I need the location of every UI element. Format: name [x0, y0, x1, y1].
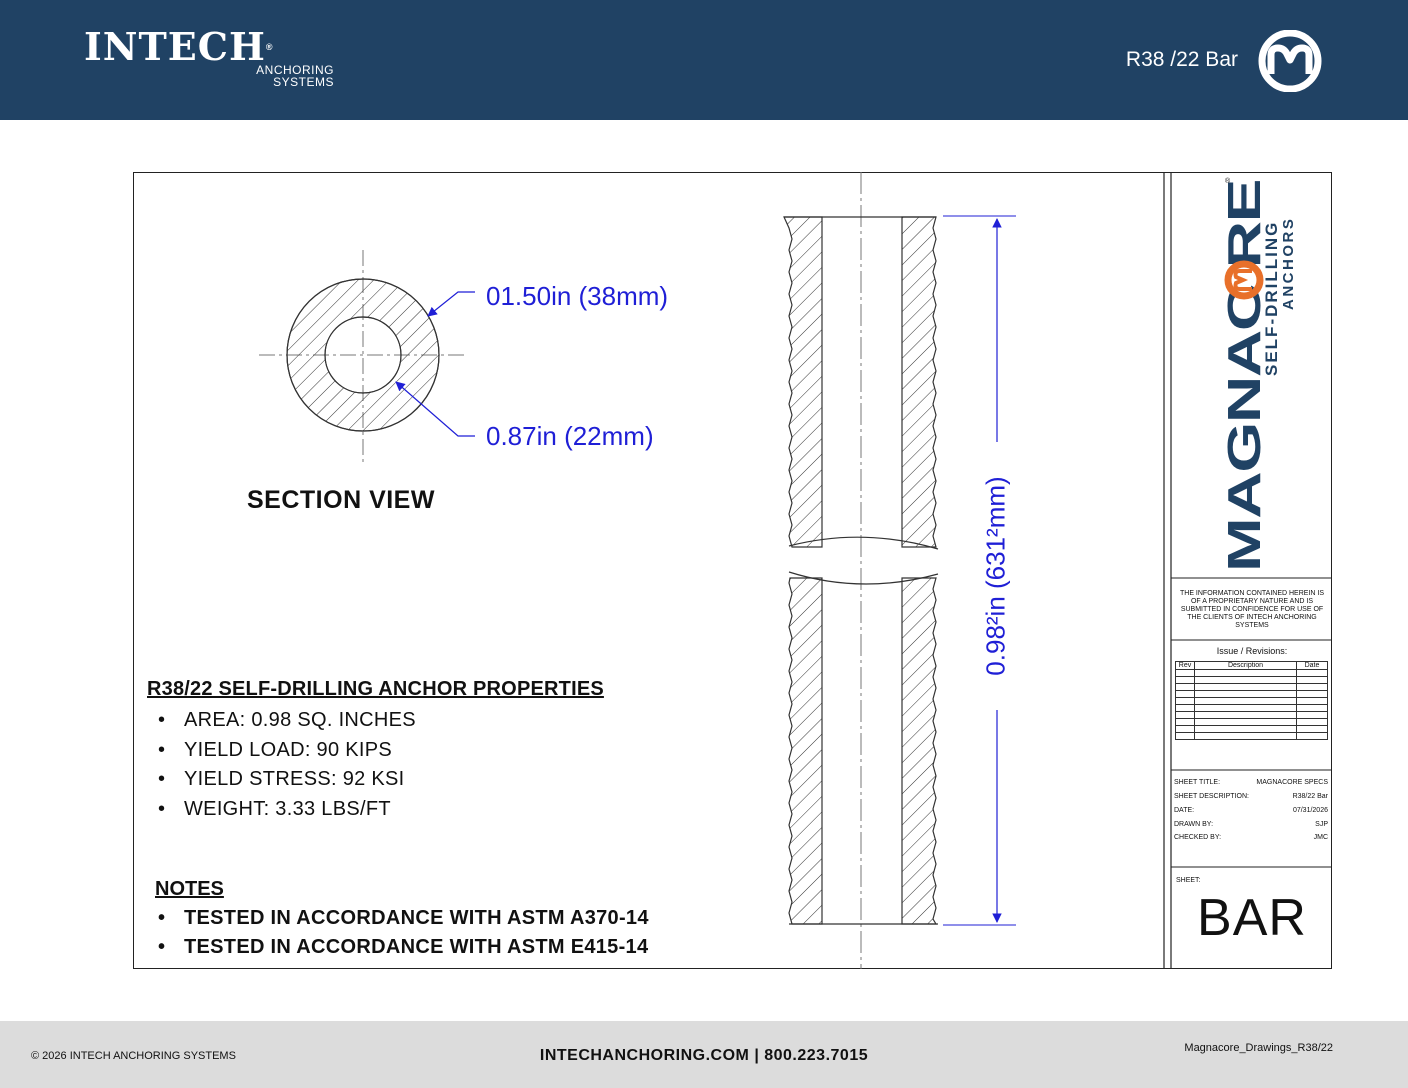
brand-sub-line2: SYSTEMS	[273, 75, 334, 89]
drawn-by-row	[1174, 818, 1328, 831]
drawn-by-value: SJP	[1315, 821, 1328, 828]
footer-filename: Magnacore_Drawings_R38/22	[1184, 1042, 1333, 1054]
registered-mark: ®	[265, 42, 274, 52]
checked-by-row	[1174, 831, 1328, 844]
table-row	[1176, 684, 1328, 691]
brand-name: INTECH	[84, 24, 266, 69]
section-view-drawing	[259, 250, 467, 462]
footer-website-phone: INTECHANCHORING.COM | 800.223.7015	[539, 1047, 869, 1064]
revisions-title: Issue / Revisions:	[1216, 646, 1288, 656]
outer-diameter-label: 01.50in (38mm)	[486, 281, 669, 311]
date-value: 07/31/2026	[1292, 807, 1328, 814]
table-row	[1176, 677, 1328, 684]
notes-list	[158, 904, 649, 962]
table-row	[1176, 733, 1328, 740]
revisions-header-rev: Rev	[1176, 662, 1195, 670]
properties-title: R38/22 SELF-DRILLING ANCHOR PROPERTIES	[147, 678, 604, 700]
sheet-value: BAR	[1197, 889, 1307, 947]
magnacore-brand-logo	[1218, 180, 1297, 572]
sheet-label: SHEET:	[1176, 877, 1201, 884]
list-item: • TESTED IN ACCORDANCE WITH ASTM E415-14	[158, 933, 649, 962]
table-row	[1176, 705, 1328, 712]
inner-diameter-label: 0.87in (22mm)	[486, 421, 654, 451]
table-row	[1176, 712, 1328, 719]
list-item: • YIELD STRESS: 92 KSI	[158, 765, 416, 795]
sheet-title-label: SHEET TITLE:	[1174, 779, 1221, 786]
date-row	[1174, 804, 1328, 817]
list-item: • TESTED IN ACCORDANCE WITH ASTM A370-14	[158, 904, 649, 933]
outer-diameter-leader	[428, 292, 475, 316]
table-row	[1176, 691, 1328, 698]
document-title: R38 /22 Bar	[1125, 48, 1238, 71]
sheet-description-label: SHEET DESCRIPTION:	[1174, 793, 1249, 800]
date-label: DATE:	[1174, 807, 1195, 814]
bar-elevation-lower	[789, 572, 938, 924]
revisions-table	[1175, 661, 1328, 740]
registered-mark: ®	[1225, 178, 1231, 185]
footer-copyright: © 2026 INTECH ANCHORING SYSTEMS	[31, 1050, 236, 1062]
checked-by-label: CHECKED BY:	[1174, 834, 1222, 841]
drawn-by-label: DRAWN BY:	[1174, 821, 1214, 828]
list-item: • YIELD LOAD: 90 KIPS	[158, 736, 416, 766]
table-row	[1176, 670, 1328, 677]
brand-sub-line1: ANCHORING	[256, 63, 334, 77]
revisions-header-date: Date	[1297, 662, 1328, 670]
revisions-header-description: Description	[1195, 662, 1297, 670]
notes-title: NOTES	[155, 878, 224, 900]
table-row	[1176, 726, 1328, 733]
section-view-title: SECTION VIEW	[247, 486, 435, 514]
sheet-description-value: R38/22 Bar	[1292, 793, 1328, 800]
list-item: • WEIGHT: 3.33 LBS/FT	[158, 795, 416, 825]
properties-list	[158, 706, 416, 824]
checked-by-value: JMC	[1313, 834, 1328, 841]
sheet-title-value: MAGNACORE SPECS	[1256, 779, 1328, 786]
sheet-title-row	[1174, 776, 1328, 789]
list-item: • AREA: 0.98 SQ. INCHES	[158, 706, 416, 736]
svg-text:SELF-DRILLING: SELF-DRILLING	[1262, 220, 1281, 376]
table-row	[1176, 698, 1328, 705]
bar-length-label: 0.98²in (631²mm)	[980, 476, 1011, 676]
sheet-description-row	[1174, 790, 1328, 803]
proprietary-disclaimer: THE INFORMATION CONTAINED HEREIN IS OF A PROPRIETARY NATURE AND IS SUBMITTED IN CONFIDENCE FOR USE OF THE CLIENTS OF INTECH ANCHORING SYSTEMS	[1179, 590, 1325, 629]
svg-text:MAGNAC RE: MAGNAC RE	[1218, 297, 1270, 572]
svg-text:ANCHORS: ANCHORS	[1280, 216, 1297, 310]
table-row	[1176, 719, 1328, 726]
